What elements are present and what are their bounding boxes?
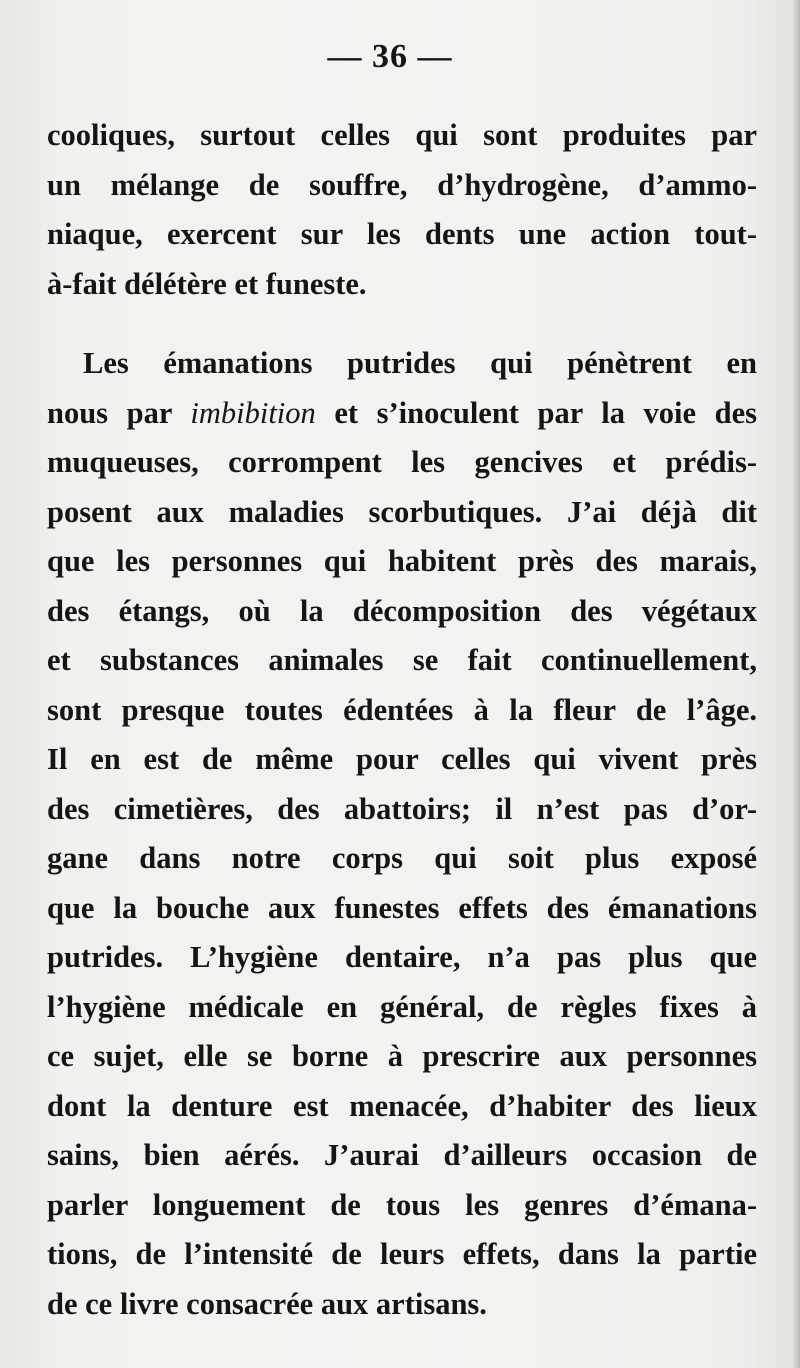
text-line: cooliques, surtout celles qui sont produites par bbox=[47, 118, 757, 152]
paragraph-2 bbox=[47, 339, 757, 1329]
text-line: sont presque toutes édentées à la fleur de l’âge. bbox=[47, 692, 757, 727]
text-line: gane dans notre corps qui soit plus exposé bbox=[47, 841, 757, 875]
page-number: — 36 — bbox=[327, 38, 453, 75]
text-line: que les personnes qui habitent près des marais, bbox=[47, 544, 757, 578]
text-line: parler longuement de tous les genres d’émana- bbox=[47, 1187, 757, 1222]
text-line: à-fait délétère et funeste. bbox=[47, 266, 367, 301]
text-line: et substances animales se fait continuellement, bbox=[47, 643, 757, 677]
text-line: de ce livre consacrée aux artisans. bbox=[47, 1286, 487, 1321]
text-line: putrides. L’hygiène dentaire, n’a pas plus que bbox=[47, 940, 757, 974]
text-line: muqueuses, corrompent les gencives et prédis- bbox=[47, 445, 757, 479]
text-line: des cimetières, des abattoirs; il n’est pas d’or- bbox=[47, 791, 757, 826]
text-line: ce sujet, elle se borne à prescrire aux personnes bbox=[47, 1039, 757, 1073]
text-line: niaque, exercent sur les dents une action tout- bbox=[47, 217, 757, 251]
text-line: sains, bien aérés. J’aurai d’ailleurs occasion de bbox=[47, 1138, 757, 1172]
text-line: Il en est de même pour celles qui vivent près bbox=[47, 742, 757, 776]
paragraph-1 bbox=[47, 111, 757, 309]
text-line: un mélange de souffre, d’hydrogène, d’ammo- bbox=[47, 167, 757, 202]
text-line bbox=[47, 389, 757, 439]
text-fragment: et s’inoculent par la voie des bbox=[315, 395, 757, 430]
text-line: dont la denture est menacée, d’habiter des lieux bbox=[47, 1088, 757, 1123]
text-fragment: nous par bbox=[47, 395, 191, 430]
page-body bbox=[47, 111, 757, 1329]
text-line: des étangs, où la décomposition des végétaux bbox=[47, 593, 757, 628]
text-line: tions, de l’intensité de leurs effets, dans la partie bbox=[47, 1237, 757, 1271]
text-line: Les émanations putrides qui pénètrent en bbox=[83, 346, 757, 380]
text-line: l’hygiène médicale en général, de règles fixes à bbox=[47, 989, 757, 1024]
text-line: posent aux maladies scorbutiques. J’ai déjà dit bbox=[47, 494, 757, 529]
italic-term: imbibition bbox=[190, 395, 316, 430]
text-line: que la bouche aux funestes effets des émanations bbox=[47, 890, 757, 925]
